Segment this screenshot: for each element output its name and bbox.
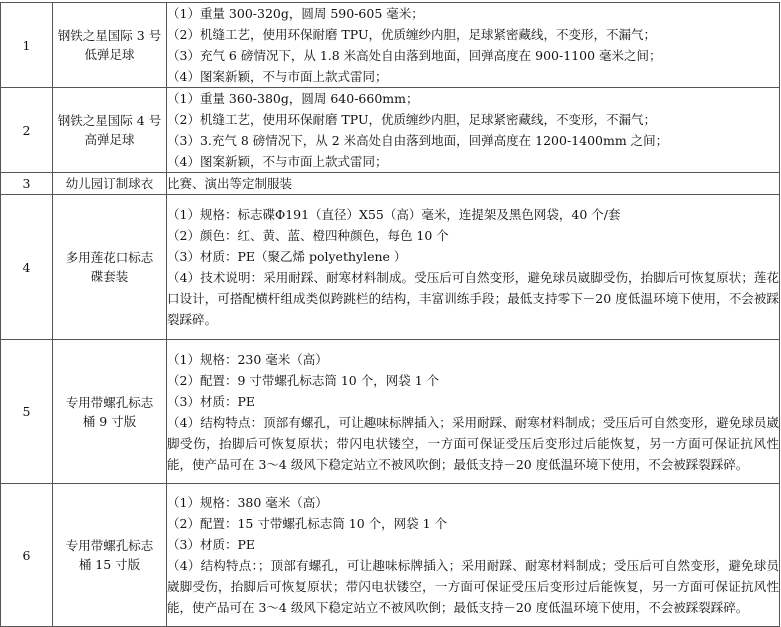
description-paragraph: （4）结构特点：；顶部有螺孔，可让趣味标牌插入；采用耐踩、耐寒材料制成；受压后可自然变形，避免球员崴脚受伤，抬脚后可恢复原状；带闪电状镂空，一方面可保证受压后变形过后能恢复，另一方面可保证抗风性能，使产品可在 3～4 级风下稳定站立不被风吹倒；最低支持－20 度低温环境下使用，不会被踩裂踩碎。 [167, 558, 779, 615]
product-name-cell [53, 173, 167, 195]
description-line: （3）3.充气 8 磅情况下，从 2 米高处自由落到地面，回弹高度在 1200-1400mm 之间； [167, 133, 669, 148]
description-line: （3）充气 6 磅情况下，从 1.8 米高处自由落到地面，回弹高度在 900-1100 毫米之间； [167, 48, 662, 63]
description-line: （4）图案新颖，不与市面上款式雷同； [167, 154, 388, 169]
table-row [1, 484, 780, 627]
product-name: 幼儿园订制球衣 [65, 176, 154, 191]
row-number-cell: 5 [1, 340, 53, 484]
product-name-cell [53, 195, 167, 340]
row-number-cell: 1 [1, 3, 53, 88]
product-spec-table [0, 2, 780, 627]
product-description-cell [167, 195, 780, 340]
product-description-cell [167, 88, 780, 173]
product-description-cell [167, 484, 780, 627]
product-description-cell [167, 3, 780, 88]
description-line: （4）图案新颖，不与市面上款式雷同； [167, 69, 388, 84]
description-paragraph: （4）技术说明：采用耐踩、耐寒材料制成。受压后可自然变形，避免球员崴脚受伤，抬脚后可恢复原状；莲花口设计，可搭配横杆组成类似跨跳栏的结构，丰富训练手段；最低支持零下－20 度低温环境下使用，不会被踩裂踩碎。 [167, 270, 779, 327]
description-line: （3）材质：PE [167, 393, 255, 409]
product-name: 多用莲花口标志 碟套装 [65, 250, 154, 284]
description-line: （1）重量 360-380g，圆周 640-660mm； [167, 91, 419, 106]
table-row [1, 173, 780, 195]
row-number-cell: 2 [1, 88, 53, 173]
table-row [1, 3, 780, 88]
product-name-cell [53, 340, 167, 484]
description-line: （3）材质：PE [167, 537, 255, 552]
product-description-cell [167, 173, 780, 195]
description-line: 比赛、演出等定制服装 [167, 176, 293, 191]
description-line: （1）规格：标志碟Φ191（直径）X55（高）毫米，连提架及黑色网袋，40 个/套 [167, 207, 621, 222]
description-line: （2）配置：15 寸带螺孔标志筒 10 个，网袋 1 个 [167, 516, 448, 531]
row-number-cell: 6 [1, 484, 53, 627]
product-name: 钢铁之星国际 4 号 高弹足球 [57, 113, 162, 147]
product-name-cell [53, 3, 167, 88]
product-name: 钢铁之星国际 3 号 低弹足球 [57, 28, 162, 62]
table-row [1, 88, 780, 173]
description-paragraph: （4）结构特点：顶部有螺孔，可让趣味标牌插入；采用耐踩、耐寒材料制成；受压后可自然变形，避免球员崴脚受伤，抬脚后可恢复原状；带闪电状镂空，一方面可保证受压后变形过后能恢复，另一方面可保证抗风性能，使产品可在 3～4 级风下稳定站立不被风吹倒；最低支持－20 度低温环境下使用，不会被踩裂踩碎。 [167, 414, 779, 472]
table-row [1, 340, 780, 484]
description-line: （3）材质：PE（聚乙烯 polyethylene ） [167, 249, 407, 264]
description-line: （1）规格：380 毫米（高） [167, 495, 328, 510]
product-name-cell [53, 484, 167, 627]
product-name-cell [53, 88, 167, 173]
row-number-cell: 4 [1, 195, 53, 340]
description-line: （2）机缝工艺，使用环保耐磨 TPU，优质缠纱内胆，足球紧密藏线，不变形，不漏气； [167, 27, 656, 42]
description-line: （2）配置：9 寸带螺孔标志筒 10 个，网袋 1 个 [167, 372, 440, 388]
description-line: （1）规格：230 毫米（高） [167, 351, 328, 367]
product-description-cell [167, 340, 780, 484]
table-row [1, 195, 780, 340]
description-line: （2）颜色：红、黄、蓝、橙四种颜色，每色 10 个 [167, 228, 449, 243]
product-name: 专用带螺孔标志 桶 9 寸版 [65, 394, 154, 429]
product-name: 专用带螺孔标志 桶 15 寸版 [65, 538, 154, 572]
description-line: （1）重量 300-320g，圆周 590-605 毫米； [167, 6, 424, 21]
row-number-cell: 3 [1, 173, 53, 195]
description-line: （2）机缝工艺，使用环保耐磨 TPU，优质缠纱内胆，足球紧密藏线，不变形，不漏气； [167, 112, 656, 127]
